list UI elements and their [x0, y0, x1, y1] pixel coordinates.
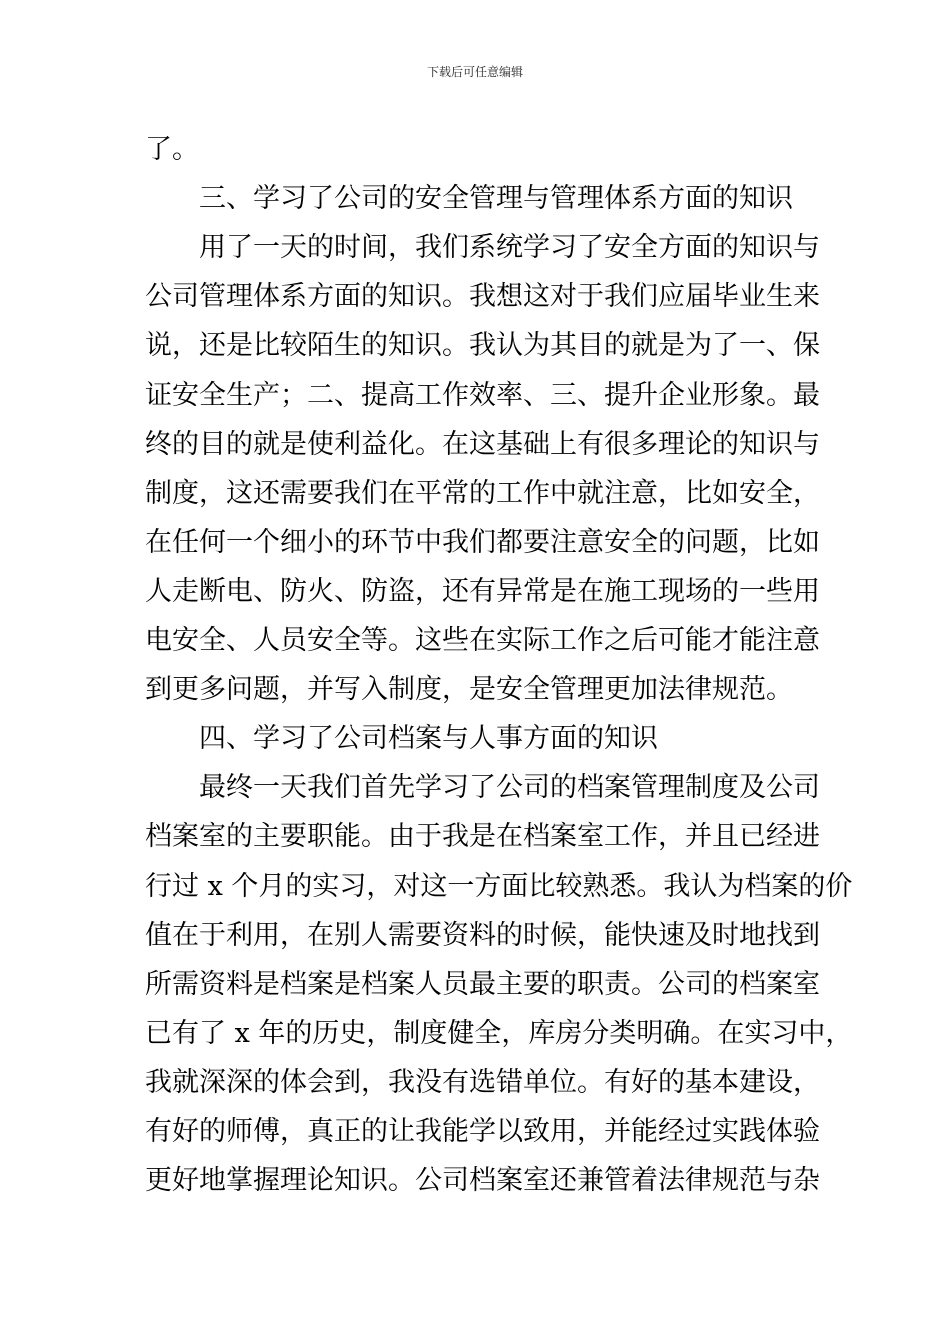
section-heading: 四、学习了公司档案与人事方面的知识	[199, 723, 658, 755]
text-line: 行过 x 个月的实习，对这一方面比较熟悉。我认为档案的价	[145, 870, 853, 902]
text-line: 更好地掌握理论知识。公司档案室还兼管着法律规范与杂	[145, 1165, 820, 1197]
text-line: 值在于利用，在别人需要资料的时候，能快速及时地找到	[145, 919, 820, 951]
text-line: 用了一天的时间，我们系统学习了安全方面的知识与	[199, 232, 820, 264]
text-line: 终的目的就是使利益化。在这基础上有很多理论的知识与	[145, 428, 820, 460]
text-line: 了。	[145, 134, 199, 165]
text-line: 我就深深的体会到，我没有选错单位。有好的基本建设，	[145, 1066, 820, 1098]
text-line: 所需资料是档案是档案人员最主要的职责。公司的档案室	[145, 968, 820, 1000]
text-line: 最终一天我们首先学习了公司的档案管理制度及公司	[199, 772, 820, 804]
page-header: 下载后可任意编辑	[426, 65, 523, 79]
text-line: 已有了 x 年的历史，制度健全，库房分类明确。在实习中，	[145, 1017, 853, 1049]
text-line: 档案室的主要职能。由于我是在档案室工作，并且已经进	[145, 821, 820, 853]
text-line: 制度，这还需要我们在平常的工作中就注意，比如安全，	[145, 477, 820, 509]
text-line: 到更多问题，并写入制度，是安全管理更加法律规范。	[145, 674, 793, 706]
text-line: 说，还是比较陌生的知识。我认为其目的就是为了一、保	[145, 330, 820, 362]
text-line: 在任何一个细小的环节中我们都要注意安全的问题，比如	[145, 526, 820, 558]
text-line: 公司管理体系方面的知识。我想这对于我们应届毕业生来	[145, 281, 820, 313]
text-line: 人走断电、防火、防盗，还有异常是在施工现场的一些用	[145, 575, 820, 607]
text-line: 有好的师傅，真正的让我能学以致用，并能经过实践体验	[145, 1116, 820, 1147]
text-line: 电安全、人员安全等。这些在实际工作之后可能才能注意	[145, 625, 820, 656]
text-line: 证安全生产；二、提高工作效率、三、提升企业形象。最	[145, 379, 820, 411]
section-heading: 三、学习了公司的安全管理与管理体系方面的知识	[199, 183, 793, 215]
